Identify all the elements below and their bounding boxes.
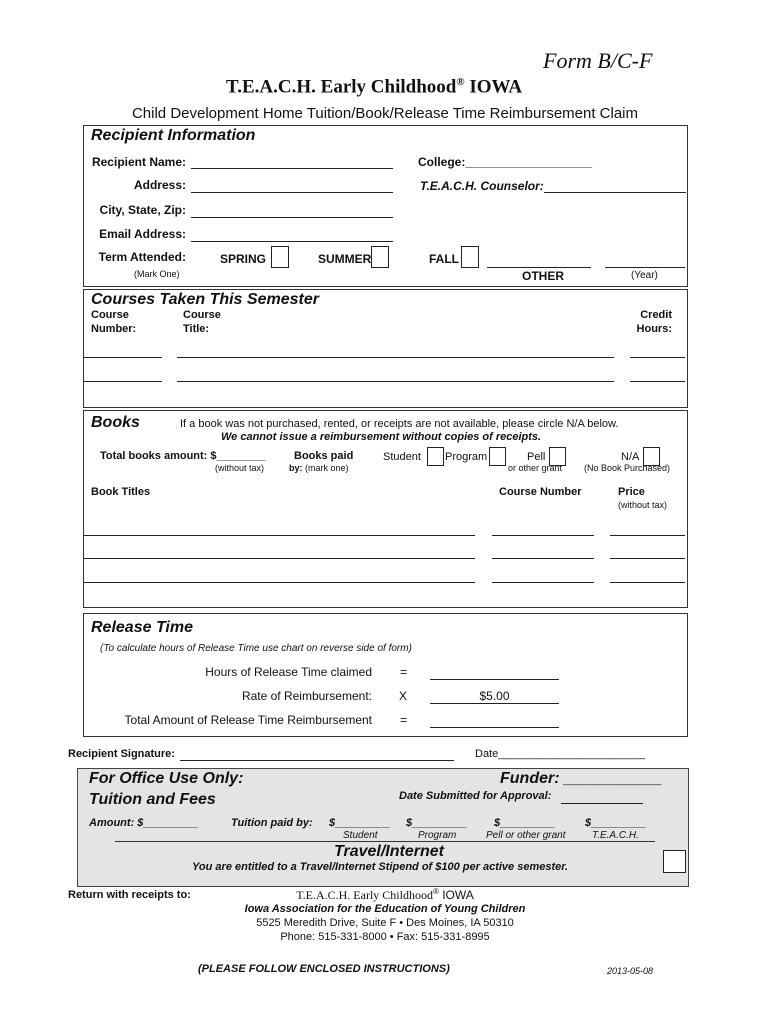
program-funder-label: Program — [418, 830, 457, 841]
release-note: (To calculate hours of Release Time use chart on reverse side of form) — [100, 643, 412, 654]
spring-label: SPRING — [220, 252, 267, 266]
year-label: (Year) — [631, 270, 658, 281]
college-field[interactable]: College:___________________ — [418, 155, 593, 169]
hours-field[interactable] — [430, 679, 559, 680]
recipient-name-field[interactable] — [191, 168, 393, 169]
course-number-header — [91, 308, 136, 336]
date-submitted-field[interactable] — [561, 803, 643, 804]
travel-checkbox[interactable] — [663, 850, 686, 873]
form-version: 2013-05-08 — [607, 966, 654, 976]
rate-underline — [430, 703, 559, 704]
office-divider — [115, 841, 655, 842]
address-label: Address: — [133, 178, 186, 192]
summer-checkbox[interactable] — [371, 246, 389, 268]
student-amount-field[interactable]: $_________ — [329, 817, 391, 829]
registered-mark: ® — [456, 76, 465, 88]
title-text: T.E.A.C.H. Early Childhood — [226, 76, 457, 98]
books-paid-label: Books paid — [294, 450, 354, 462]
book-course-field-3[interactable] — [492, 582, 594, 583]
total-release-op: = — [400, 713, 408, 727]
recipient-name-label: Recipient Name: — [91, 155, 186, 169]
date-field[interactable]: Date________________________ — [475, 748, 646, 760]
travel-note: You are entitled to a Travel/Internet Stipend of $100 per active semester. — [192, 861, 568, 873]
course-title-header — [183, 308, 221, 336]
na-option-label: N/A — [621, 451, 640, 463]
counselor-field[interactable] — [544, 192, 686, 193]
city-field[interactable] — [191, 217, 393, 218]
other-label: OTHER — [522, 269, 564, 283]
instructions-note: (PLEASE FOLLOW ENCLOSED INSTRUCTIONS) — [198, 963, 450, 975]
book-price-header: Price — [618, 486, 645, 498]
hours-label: Hours of Release Time claimed — [205, 665, 372, 679]
footer-org-suffix: IOWA — [442, 888, 474, 902]
other-term-field[interactable] — [487, 267, 591, 268]
signature-field[interactable] — [180, 760, 454, 761]
footer-org-line1 — [230, 887, 540, 903]
recipient-section-title: Recipient Information — [91, 127, 256, 144]
travel-title: Travel/Internet — [334, 843, 444, 860]
mark-one-note: (Mark One) — [134, 269, 180, 279]
book-price-field-3[interactable] — [610, 582, 685, 583]
course-number-field-1[interactable] — [84, 357, 162, 358]
course-title-header-line1: Course — [183, 309, 221, 321]
release-section-title: Release Time — [91, 619, 193, 636]
footer-org-line2: Iowa Association for the Education of Young Children — [244, 903, 526, 915]
book-price-note: (without tax) — [618, 500, 668, 510]
student-funder-label: Student — [343, 830, 378, 841]
fall-label: FALL — [429, 252, 459, 266]
course-number-header-line1: Course — [91, 309, 129, 321]
date-submitted-label: Date Submitted for Approval: — [399, 790, 552, 802]
city-label: City, State, Zip: — [99, 203, 186, 217]
term-label: Term Attended: — [98, 250, 186, 264]
books-section-title: Books — [91, 414, 140, 431]
return-label: Return with receipts to: — [68, 889, 191, 901]
book-title-field-1[interactable] — [84, 535, 475, 536]
summer-label: SUMMER — [318, 252, 372, 266]
spring-checkbox[interactable] — [271, 246, 289, 268]
credit-hours-field-1[interactable] — [630, 357, 685, 358]
courses-section-title: Courses Taken This Semester — [91, 291, 319, 308]
credit-hours-field-2[interactable] — [630, 381, 685, 382]
amount-field[interactable]: Amount: $_________ — [89, 817, 199, 829]
rate-op: X — [399, 689, 408, 703]
program-checkbox[interactable] — [489, 447, 506, 466]
credit-hours-header-line1: Credit — [640, 309, 672, 321]
funder-field[interactable]: Funder: ___________ — [500, 770, 662, 787]
total-books-field[interactable]: Total books amount: $________ — [100, 450, 266, 462]
book-titles-header: Book Titles — [91, 486, 151, 498]
credit-hours-header — [620, 308, 672, 336]
without-tax-note: (without tax) — [215, 463, 265, 473]
course-title-field-1[interactable] — [177, 357, 614, 358]
student-option-label: Student — [383, 451, 421, 463]
footer-address: 5525 Meredith Drive, Suite F • Des Moines, IA 50310 — [256, 917, 514, 929]
paid-mark-one: (mark one) — [305, 463, 349, 473]
title-suffix: IOWA — [469, 76, 523, 98]
book-price-field-2[interactable] — [610, 558, 685, 559]
form-id: Form B/C-F — [543, 48, 653, 73]
course-title-field-2[interactable] — [177, 381, 614, 382]
rate-value: $5.00 — [479, 689, 510, 703]
pell-option-label: Pell — [527, 451, 546, 463]
total-release-field[interactable] — [430, 727, 559, 728]
footer-reg-mark: ® — [432, 887, 439, 896]
pell-amount-field[interactable]: $_________ — [494, 817, 556, 829]
no-book-note: (No Book Purchased) — [584, 463, 671, 473]
teach-amount-field[interactable]: $_________ — [585, 817, 647, 829]
page-title — [226, 76, 522, 98]
book-course-number-header: Course Number — [499, 486, 582, 498]
tuition-fees-title: Tuition and Fees — [89, 791, 216, 808]
program-option-label: Program — [445, 451, 488, 463]
email-field[interactable] — [191, 241, 393, 242]
books-paid-by — [289, 463, 349, 473]
total-release-label: Total Amount of Release Time Reimbursement — [124, 713, 372, 727]
course-title-header-line2: Title: — [183, 323, 210, 335]
teach-funder-label: T.E.A.C.H. — [592, 830, 639, 841]
counselor-label: T.E.A.C.H. Counselor: — [420, 179, 544, 193]
course-number-header-line2: Number: — [91, 323, 137, 335]
paid-by-text: by: — [289, 463, 303, 473]
book-price-field-1[interactable] — [610, 535, 685, 536]
office-use-title: For Office Use Only: — [89, 770, 244, 787]
page-subtitle: Child Development Home Tuition/Book/Release Time Reimbursement Claim — [131, 105, 639, 122]
hours-op: = — [400, 665, 408, 679]
books-note: If a book was not purchased, rented, or receipts are not available, please circle N/A below. — [180, 418, 619, 430]
footer-org-name: T.E.A.C.H. Early Childhood — [296, 888, 433, 902]
fall-checkbox[interactable] — [461, 246, 479, 268]
signature-label: Recipient Signature: — [68, 748, 175, 760]
email-label: Email Address: — [99, 227, 186, 241]
student-checkbox[interactable] — [427, 447, 444, 466]
book-course-field-1[interactable] — [492, 535, 594, 536]
credit-hours-header-line2: Hours: — [636, 323, 672, 335]
books-warning: We cannot issue a reimbursement without copies of receipts. — [221, 431, 542, 443]
book-title-field-3[interactable] — [84, 582, 475, 583]
tuition-paid-by-label: Tuition paid by: — [231, 817, 313, 829]
book-title-field-2[interactable] — [84, 558, 475, 559]
program-amount-field[interactable]: $_________ — [406, 817, 468, 829]
pell-funder-label: Pell or other grant — [486, 830, 566, 841]
footer-phone: Phone: 515-331-8000 • Fax: 515-331-8995 — [280, 931, 490, 943]
or-other-grant-note: or other grant — [508, 463, 563, 473]
book-course-field-2[interactable] — [492, 558, 594, 559]
course-number-field-2[interactable] — [84, 381, 162, 382]
rate-label: Rate of Reimbursement: — [241, 689, 372, 703]
year-field[interactable] — [605, 267, 685, 268]
address-field[interactable] — [191, 192, 393, 193]
